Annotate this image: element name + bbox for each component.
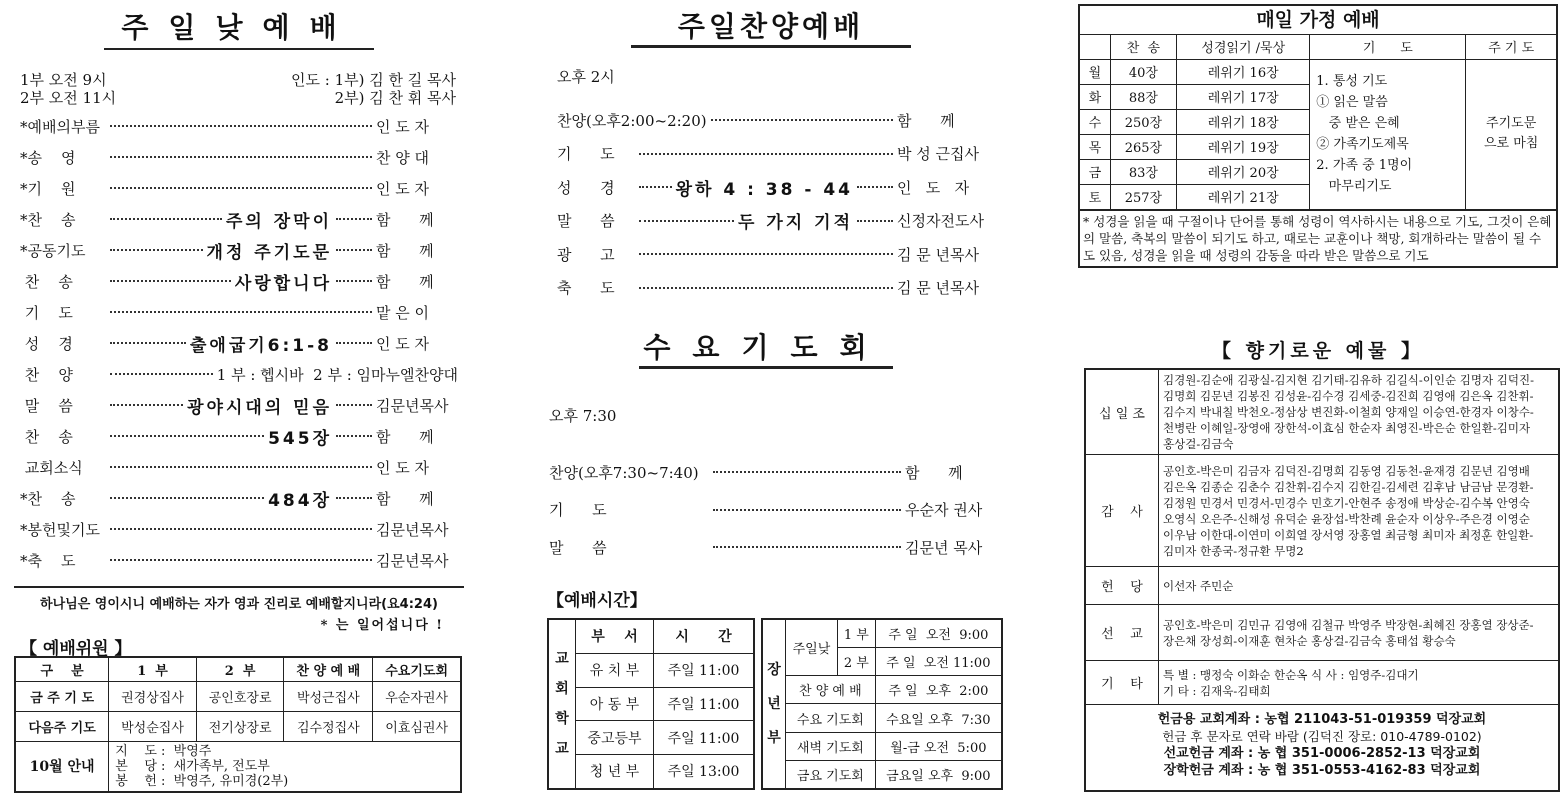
order-person: 함 께	[376, 427, 434, 446]
family-cell: 40장	[1110, 59, 1176, 84]
school-label-char: 학	[555, 711, 569, 727]
order-item: 찬양(오후7:30~7:40)	[549, 463, 699, 482]
dot-leader	[110, 342, 186, 344]
leader-2: 2부) 김 찬 휘 목사	[334, 89, 456, 107]
october-line: 본 당 : 새가족부, 전도부	[115, 758, 270, 774]
offering-row	[1086, 661, 1558, 705]
order-person: 함 께	[897, 111, 955, 130]
accounts	[1086, 711, 1558, 779]
order-person: 우순자 권사	[905, 501, 983, 519]
order-item: *찬 송	[20, 210, 76, 229]
family-cell: 토	[1080, 184, 1110, 209]
committee-cell: 우순자권사	[373, 681, 461, 711]
family-cell: 257장	[1110, 184, 1176, 209]
worship-times-heading: 【예배시간】	[547, 591, 647, 611]
family-cell: 화	[1080, 84, 1110, 109]
prayer-line: 마무리기도	[1316, 179, 1392, 194]
praise-time: 오후 2시	[557, 68, 615, 86]
dot-leader	[711, 119, 893, 121]
order-row	[20, 300, 458, 324]
service2-time: 2부 오전 11시	[20, 89, 117, 107]
prayer-line: 1. 통성 기도	[1316, 74, 1388, 89]
dot-leader	[336, 342, 372, 344]
family-worship-note: * 성경을 읽을 때 구절이나 단어를 통해 성령이 역사하시는 내용으로 기도, 그것이 은혜의 말씀, 축복의 말씀이 되기도 하고, 때로는 교훈이나 책망, 회개하라는 말씀이 될 수도 있음, 성경을 읽을 때 성령의 감동을 따라 받은 말씀으로 기도	[1080, 210, 1556, 266]
committee-cell: 박성순집사	[109, 711, 197, 741]
order-item: 말 씀	[557, 212, 615, 230]
order-item: *봉헌및기도	[20, 520, 100, 539]
order-person: 김문년목사	[376, 520, 449, 539]
october-label: 10월 안내	[15, 741, 109, 792]
order-person: 함 께	[376, 272, 434, 291]
dot-leader	[110, 497, 264, 499]
order-item: 찬 송	[20, 272, 73, 291]
order-person: 김 문 년목사	[897, 279, 979, 297]
order-person: 인 도 자	[376, 458, 430, 477]
committee-header: 1 부	[109, 657, 197, 681]
worship-order-list	[20, 114, 458, 594]
account-main: 헌금용 교회계좌 : 농협 211043-51-019359 덕장교회	[1157, 712, 1487, 727]
order-row	[20, 238, 458, 262]
adult-time: 주 일 오전 9:00	[875, 619, 1002, 648]
order-detail: 주의 장막이	[225, 211, 332, 232]
committee-cell: 금 주 기 도	[15, 681, 109, 711]
order-row	[20, 176, 458, 200]
sunday-worship-title: 주일낮예배	[104, 6, 374, 50]
order-row	[20, 269, 458, 293]
order-row	[20, 114, 458, 138]
committee-row	[15, 711, 461, 741]
order-item: *공동기도	[20, 241, 86, 260]
order-person: 함 께	[376, 241, 434, 260]
order-person: 김 문 년목사	[897, 245, 979, 264]
prayer-line: ① 읽은 말씀	[1316, 95, 1388, 110]
adult-label-char: 년	[767, 696, 781, 712]
order-row	[20, 486, 458, 510]
order-person: 찬 양 대	[376, 148, 430, 167]
order-item: 교회소식	[20, 458, 83, 477]
dot-leader	[639, 153, 893, 155]
committee-cell: 공인호장로	[196, 681, 284, 711]
offering-label: 감 사	[1086, 455, 1159, 567]
service1-time: 1부 오전 9시	[20, 71, 107, 89]
wednesday-order-list	[549, 460, 997, 570]
adult-service: 2 부	[837, 648, 875, 676]
committee-cell: 박성근집사	[284, 681, 373, 711]
october-line: 지 도 : 박영주	[115, 743, 212, 759]
order-item: *예배의부름	[20, 117, 100, 136]
praise-worship-title: 주일찬양예배	[631, 5, 911, 48]
verse: 하나님은 영이시니 예배하는 자가 영과 진리로 예배할지니라(요4:24)	[14, 586, 464, 612]
order-detail: 사랑합니다	[234, 273, 332, 294]
dot-leader	[110, 528, 372, 530]
order-item: *찬 송	[20, 489, 76, 508]
family-cell: 월	[1080, 59, 1110, 84]
adult-row	[762, 732, 1002, 760]
order-detail: 두 가지 기적	[738, 213, 853, 233]
committee-cell: 전기상장로	[196, 711, 284, 741]
family-cell: 수	[1080, 109, 1110, 134]
adult-service: 금요 기도회	[786, 760, 876, 789]
school-label-char: 교	[555, 651, 569, 667]
dot-leader	[110, 249, 203, 251]
offerings-table	[1086, 370, 1558, 705]
offering-names: 공인호-박은미 김금자 김덕진-김명희 김동영 김동천-윤재경 김문년 김영배 김은옥 김종순 김춘수 김찬휘-김수지 김한길-김세련 김후남 남금남 문경환-김정원 민경서 민경서-민경수 민호기-안현주 송정애 박상순-김수복 안영숙 오영식 오은주-신해성 유덕순 윤장섭-박찬례 윤순자 이상우-주은경 이영순 이우남 이한대-이연미 이희열 장서영 장홍열 최금형 최미자 최정훈 한일환-김미자 한종국-정규환 무명2	[1159, 455, 1559, 567]
account-note: 헌금 후 문자로 연락 바람 (김덕진 장로: 010-4789-0102)	[1162, 729, 1482, 744]
order-person: 인 도 자	[897, 178, 970, 197]
order-row	[20, 424, 458, 448]
order-person: 김문년목사	[376, 551, 449, 570]
adult-time: 주 일 오전 11:00	[875, 648, 1002, 676]
adult-time: 월-금 오전 5:00	[875, 732, 1002, 760]
family-cell: 레위기 17장	[1177, 84, 1310, 109]
school-times-table	[547, 618, 755, 790]
family-cell: 금	[1080, 159, 1110, 184]
offering-row	[1086, 605, 1558, 661]
order-person: 박 성 근집사	[897, 145, 979, 163]
family-row	[1080, 59, 1556, 84]
order-item: 성 경	[557, 178, 615, 197]
dot-leader	[639, 287, 893, 289]
dot-leader	[110, 187, 372, 189]
order-row	[557, 142, 997, 166]
family-cell: 레위기 16장	[1177, 59, 1310, 84]
dot-leader	[639, 186, 672, 188]
dot-leader	[857, 220, 893, 222]
dot-leader	[336, 249, 372, 251]
family-header: 성경읽기 /묵상	[1177, 35, 1310, 59]
order-row	[557, 242, 997, 266]
school-row	[548, 754, 754, 789]
offering-label: 선 교	[1086, 605, 1159, 661]
sunday-label: 주일낮	[786, 619, 838, 676]
order-person: 신정자전도사	[897, 212, 984, 230]
committee-table	[14, 656, 462, 793]
order-item: 기 도	[549, 501, 607, 519]
dot-leader	[110, 373, 213, 375]
family-cell: 목	[1080, 134, 1110, 159]
dot-leader	[110, 404, 183, 406]
order-item: 찬 양	[20, 365, 73, 384]
offering-names: 김경원-김순애 김광실-김지현 김기태-김유하 김길식-이인순 김명자 김덕진-김명희 김문년 김봉진 김성윤-김수경 김세중-김진희 김영애 김은옥 김찬휘-김수지 박내칠 박천오-정삼상 변진화-이철희 양재일 이승연-한경자 이창수-천병란 이혜일-장영애 장한석-이효심 한순자 최영진-박은순 한일환-김미자 홍상걸-김금숙	[1159, 370, 1559, 455]
order-row	[20, 548, 458, 572]
dot-leader	[110, 435, 264, 437]
order-detail: 왕하 4 : 38 - 44	[675, 179, 853, 200]
adult-row	[762, 704, 1002, 732]
school-cell: 주일 11:00	[653, 721, 754, 755]
order-person: 1 부 : 헵시바 2 부 : 임마누엘찬양대	[216, 365, 458, 384]
committee-header: 수요기도회	[373, 657, 461, 681]
order-item: *송 영	[20, 148, 76, 167]
order-person: 인 도 자	[376, 117, 430, 136]
dot-leader	[336, 218, 372, 220]
order-detail: 545장	[268, 428, 332, 449]
adult-row	[762, 619, 1002, 648]
dot-leader	[110, 311, 372, 313]
adult-label-char: 장	[767, 662, 781, 678]
dot-leader	[110, 156, 372, 158]
october-info	[109, 741, 461, 792]
committee-header: 구 분	[15, 657, 109, 681]
dot-leader	[713, 471, 901, 473]
order-item: 성 경	[20, 334, 73, 353]
committee-cell: 김수정집사	[284, 711, 373, 741]
order-item: 찬 송	[20, 427, 73, 446]
dot-leader	[639, 220, 734, 222]
order-item: 말 씀	[549, 538, 607, 557]
lords-prayer: 주기도문 으로 마침	[1466, 59, 1556, 209]
adult-label-char: 부	[767, 730, 781, 746]
order-item: *기 원	[20, 179, 76, 198]
order-row	[20, 362, 458, 386]
adult-row	[762, 760, 1002, 789]
committee-header: 2 부	[196, 657, 284, 681]
order-row	[557, 276, 997, 300]
offering-label: 기 타	[1086, 661, 1159, 705]
family-worship-table	[1080, 35, 1556, 210]
dot-leader	[336, 280, 372, 282]
dot-leader	[110, 125, 372, 127]
order-person: 맡 은 이	[376, 303, 430, 322]
family-header: 찬 송	[1110, 35, 1176, 59]
family-worship-title: 매일 가정 예배	[1080, 6, 1556, 35]
adult-time: 주 일 오후 2:00	[875, 676, 1002, 704]
order-item: 찬양(오후2:00~2:20)	[557, 111, 707, 130]
order-row	[557, 108, 997, 132]
offering-label: 십 일 조	[1086, 370, 1159, 455]
family-cell: 250장	[1110, 109, 1176, 134]
dot-leader	[336, 497, 372, 499]
order-row	[549, 535, 997, 559]
adult-service: 찬 양 예 배	[786, 676, 876, 704]
family-cell: 레위기 18장	[1177, 109, 1310, 134]
order-row	[20, 145, 458, 169]
order-item: 축 도	[557, 279, 615, 297]
order-person: 함 께	[376, 210, 434, 229]
family-header: 기 도	[1310, 35, 1466, 59]
adult-time: 금요일 오후 9:00	[875, 760, 1002, 789]
dot-leader	[336, 435, 372, 437]
october-row	[15, 741, 461, 792]
school-label-char: 교	[555, 741, 569, 757]
adult-row	[762, 676, 1002, 704]
adult-service: 수요 기도회	[786, 704, 876, 732]
family-header-row	[1080, 35, 1556, 59]
family-cell: 레위기 21장	[1177, 184, 1310, 209]
school-header-row	[548, 619, 754, 653]
committee-header-row	[15, 657, 461, 681]
order-item: 기 도	[557, 145, 615, 163]
school-cell: 주일 13:00	[653, 754, 754, 789]
family-cell: 88장	[1110, 84, 1176, 109]
family-cell: 265장	[1110, 134, 1176, 159]
praise-order-list	[557, 108, 997, 308]
dot-leader	[713, 546, 901, 548]
order-detail: 광야시대의 믿음	[187, 397, 332, 418]
order-detail: 개정 주기도문	[206, 242, 332, 263]
committee-header: 찬 양 예 배	[284, 657, 373, 681]
committee-row	[15, 681, 461, 711]
family-cell: 레위기 20장	[1177, 159, 1310, 184]
order-detail: 484장	[268, 490, 332, 511]
adult-service: 1 부	[837, 619, 875, 648]
order-row	[20, 393, 458, 417]
order-row	[20, 455, 458, 479]
school-header: 시 간	[653, 619, 754, 653]
dot-leader	[857, 186, 893, 188]
offering-row	[1086, 455, 1558, 567]
dot-leader	[336, 404, 372, 406]
school-cell: 유 치 부	[576, 653, 654, 687]
offering-label: 헌 당	[1086, 567, 1159, 605]
school-cell: 주일 11:00	[653, 653, 754, 687]
order-row	[20, 517, 458, 541]
wednesday-title: 수요기도회	[639, 326, 893, 369]
order-row	[557, 209, 997, 233]
committee-cell: 다음주 기도	[15, 711, 109, 741]
school-row	[548, 721, 754, 755]
family-cell: 레위기 19장	[1177, 134, 1310, 159]
dot-leader	[110, 466, 372, 468]
leaders	[291, 71, 456, 107]
school-row	[548, 687, 754, 721]
order-item: 말 씀	[20, 396, 73, 415]
account-mission: 선교헌금 계좌 : 농 협 351-0006-2852-13 덕장교회	[1163, 746, 1481, 761]
school-header: 부 서	[576, 619, 654, 653]
leader-1: 인도 : 1부) 김 한 길 목사	[291, 71, 456, 89]
school-cell: 아 동 부	[576, 687, 654, 721]
order-person: 인 도 자	[376, 334, 430, 353]
order-person: 함 께	[376, 489, 434, 508]
committee-heading: 【 예배위원 】	[20, 639, 132, 659]
school-row	[548, 653, 754, 687]
prayer-line: ② 가족기도제목	[1316, 137, 1409, 152]
dot-leader	[713, 509, 901, 511]
prayer-line: 중 받은 은혜	[1316, 116, 1400, 131]
family-header	[1080, 35, 1110, 59]
order-person: 인 도 자	[376, 179, 430, 198]
committee-cell: 권경상집사	[109, 681, 197, 711]
adult-times-table	[761, 618, 1003, 790]
wednesday-time: 오후 7:30	[549, 407, 617, 425]
dot-leader	[110, 280, 231, 282]
family-cell: 83장	[1110, 159, 1176, 184]
dot-leader	[110, 559, 372, 561]
order-row	[20, 207, 458, 231]
stand-note: * 는 일어섭니다 !	[320, 618, 444, 633]
order-row	[557, 175, 997, 199]
order-person: 김문년 목사	[905, 538, 983, 557]
school-cell: 주일 11:00	[653, 687, 754, 721]
adult-time: 수요일 오후 7:30	[875, 704, 1002, 732]
offerings-title: 【 향기로운 예물 】	[1212, 340, 1424, 362]
school-cell: 중고등부	[576, 721, 654, 755]
order-row	[20, 331, 458, 355]
offering-names: 이선자 주민순	[1159, 567, 1559, 605]
school-label-char: 회	[555, 681, 569, 697]
october-line: 봉 헌 : 박영주, 유미경(2부)	[115, 773, 289, 789]
order-item: 기 도	[20, 303, 73, 322]
offering-names: 특 별 : 맹정숙 이화순 한순옥 식 사 : 임영주-김대기 기 타 : 김재욱-김태희	[1159, 661, 1559, 705]
family-worship-box	[1078, 4, 1558, 268]
dot-leader	[639, 253, 893, 255]
offering-names: 공인호-박은미 김민규 김영애 김철규 박영주 박장현-최혜진 장홍열 장상준-장은채 장성희-이재훈 현차순 홍상걸-김금숙 홍태섭 황승숙	[1159, 605, 1559, 661]
prayer-line: 2. 가족 중 1명이	[1316, 158, 1413, 173]
order-detail: 출애굽기6:1-8	[189, 335, 332, 356]
adult-label	[762, 619, 786, 789]
account-scholarship: 장학헌금 계좌 : 농 협 351-0553-4162-83 덕장교회	[1163, 763, 1481, 778]
dot-leader	[110, 218, 222, 220]
order-person: 함 께	[905, 463, 963, 482]
offering-row	[1086, 567, 1558, 605]
committee-cell: 이효심권사	[373, 711, 461, 741]
offering-row	[1086, 370, 1558, 455]
school-label	[548, 619, 576, 789]
order-row	[549, 498, 997, 522]
order-item: *축 도	[20, 551, 76, 570]
school-cell: 청 년 부	[576, 754, 654, 789]
family-prayer	[1310, 59, 1466, 209]
adult-service: 새벽 기도회	[786, 732, 876, 760]
offerings-box	[1084, 368, 1560, 792]
service-times	[20, 71, 116, 107]
order-person: 김문년목사	[376, 396, 449, 415]
order-item: 광 고	[557, 245, 615, 264]
order-row	[549, 460, 997, 484]
family-header: 주 기 도	[1466, 35, 1556, 59]
